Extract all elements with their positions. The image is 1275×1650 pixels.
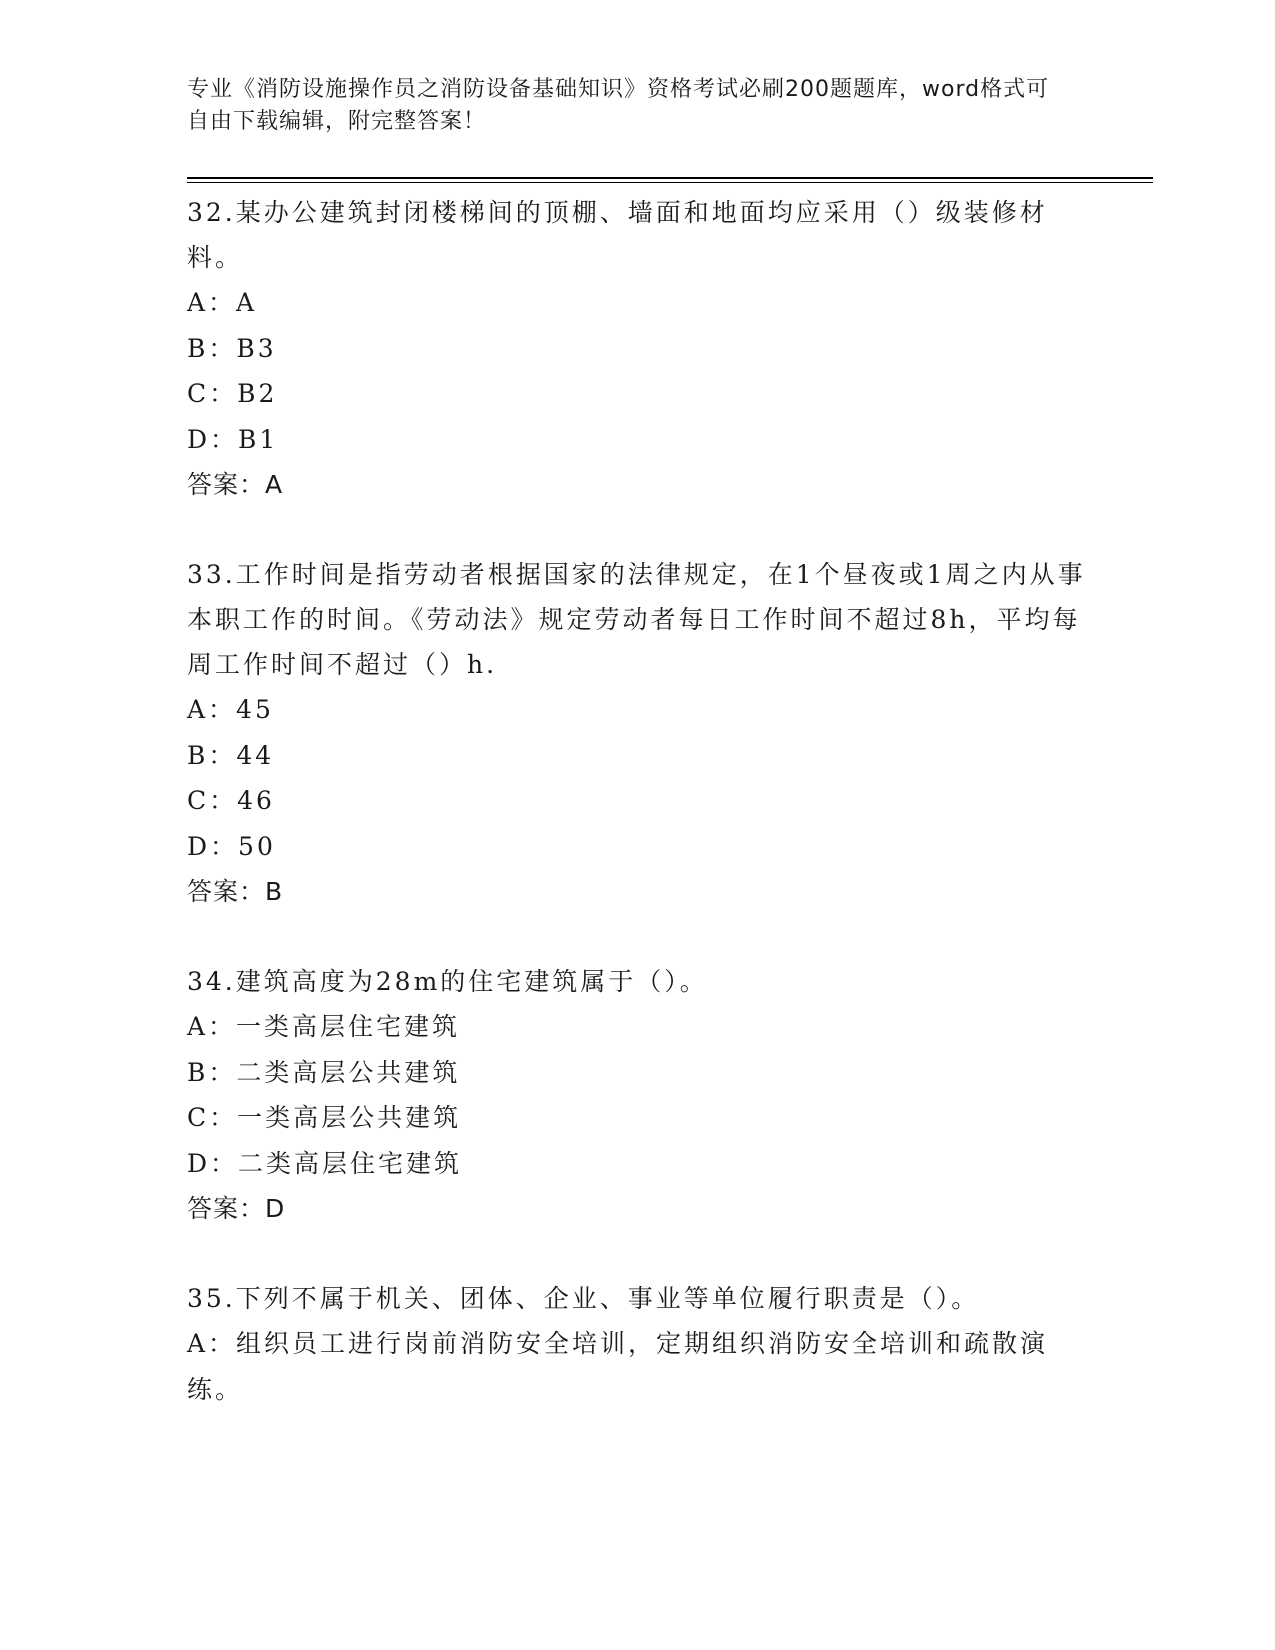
- question-34: [187, 959, 1087, 1231]
- option-c: C：46: [187, 786, 275, 815]
- answer-line: 答案：D: [187, 1194, 286, 1223]
- document-header: 专业《消防设施操作员之消防设备基础知识》资格考试必刷200题题库，word格式可自由下载编辑，附完整答案！: [187, 77, 1050, 134]
- option-c: C：B2: [187, 379, 278, 408]
- option-d: D：B1: [187, 424, 279, 454]
- question-32: [187, 190, 1087, 507]
- option-b: B：二类高层公共建筑: [187, 1057, 461, 1087]
- question-spacer: [187, 507, 1087, 552]
- question-33: [187, 552, 1087, 914]
- answer-line: 答案：A: [187, 470, 284, 499]
- option-a: A：一类高层住宅建筑: [187, 1012, 461, 1041]
- question-stem: 34.建筑高度为28m的住宅建筑属于（）。: [187, 967, 708, 996]
- option-b: B：44: [187, 740, 275, 770]
- question-spacer: [187, 914, 1087, 959]
- header-divider-bottom: [187, 182, 1153, 183]
- option-d: D：二类高层住宅建筑: [187, 1148, 463, 1178]
- option-a: A：组织员工进行岗前消防安全培训，定期组织消防安全培训和疏散演练。: [187, 1329, 1049, 1404]
- option-a: A：45: [187, 695, 274, 724]
- option-a: A：A: [187, 288, 258, 317]
- header-divider-top: [187, 177, 1153, 179]
- question-stem: 32.某办公建筑封闭楼梯间的顶棚、墙面和地面均应采用（）级装修材料。: [187, 198, 1048, 272]
- question-spacer: [187, 1231, 1087, 1276]
- option-c: C：一类高层公共建筑: [187, 1103, 462, 1132]
- question-stem: 35.下列不属于机关、团体、企业、事业等单位履行职责是（）。: [187, 1284, 980, 1313]
- option-b: B：B3: [187, 333, 277, 363]
- question-35: [187, 1276, 1087, 1412]
- question-list: [187, 190, 1087, 1412]
- option-d: D：50: [187, 831, 276, 861]
- question-stem: 33.工作时间是指劳动者根据国家的法律规定，在1个昼夜或1周之内从事本职工作的时间。《劳动法》规定劳动者每日工作时间不超过8h，平均每周工作时间不超过（）h.: [187, 560, 1086, 679]
- answer-line: 答案：B: [187, 877, 284, 906]
